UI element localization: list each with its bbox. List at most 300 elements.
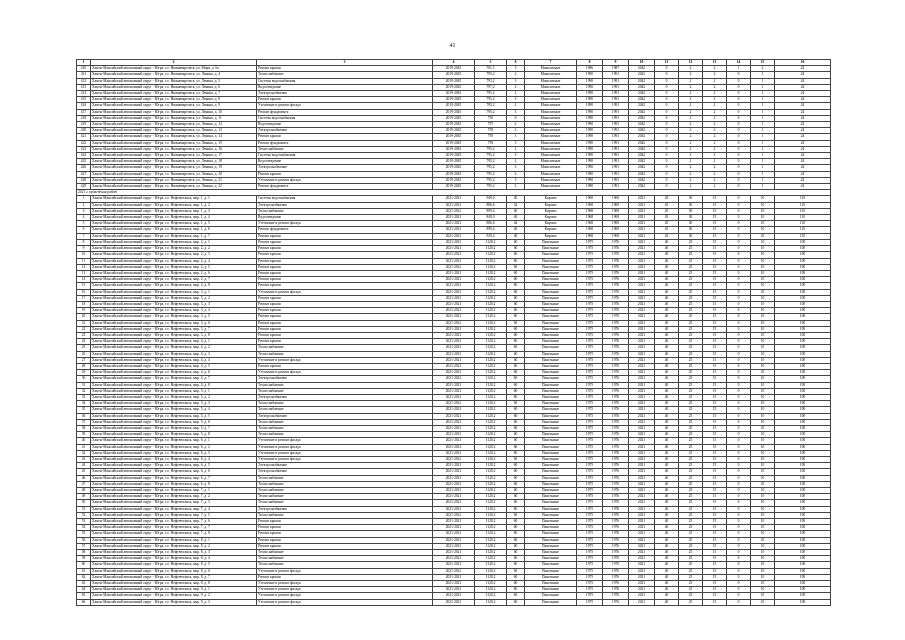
column-number-cell: 3 xyxy=(257,60,433,66)
row-number-cell: 45 xyxy=(77,469,91,475)
table-cell: 24 xyxy=(775,134,831,140)
table-cell: 2 xyxy=(703,140,727,146)
table-cell: 2021-2021 xyxy=(433,475,475,481)
table-cell: 30 xyxy=(679,215,703,221)
table-cell: 1991 xyxy=(603,103,629,109)
table-cell: 3 xyxy=(507,97,525,103)
row-number-cell: 4 xyxy=(77,215,91,221)
table-cell: Ремонт крыши xyxy=(257,134,433,140)
table-cell: 1976 xyxy=(603,444,629,450)
table-cell: 1120,2 xyxy=(475,394,507,400)
table-cell: 2021-2021 xyxy=(433,407,475,413)
table-cell: 60 xyxy=(507,320,525,326)
table-cell: 40 xyxy=(655,457,679,463)
table-cell: 15 xyxy=(703,215,727,221)
table-cell: 25 xyxy=(679,301,703,307)
row-number-cell: 46 xyxy=(77,475,91,481)
table-cell: 0 xyxy=(655,91,679,97)
table-cell: 10 xyxy=(751,388,775,394)
address-cell: Ханты-Мансийский автономный округ - Югра, г.о. Нефтеюганск, мкр. 3, д. 4 xyxy=(91,308,257,314)
table-cell: 15 xyxy=(703,363,727,369)
table-cell: 0 xyxy=(727,177,751,183)
table-cell: 1975 xyxy=(577,432,603,438)
table-cell: 2021 xyxy=(629,221,655,227)
table-cell: 10 xyxy=(751,543,775,549)
table-cell: 60 xyxy=(507,494,525,500)
table-cell: 40 xyxy=(655,494,679,500)
table-cell: Монолитные xyxy=(525,153,577,159)
table-cell: 40 xyxy=(655,500,679,506)
table-cell: Панельные xyxy=(525,425,577,431)
table-cell: 1120,2 xyxy=(475,568,507,574)
table-cell: 0 xyxy=(727,574,751,580)
table-cell: 1975 xyxy=(577,469,603,475)
table-cell: 2 xyxy=(679,115,703,121)
table-cell: 1975 xyxy=(577,326,603,332)
table-cell: 40 xyxy=(655,543,679,549)
table-cell: 25 xyxy=(679,252,703,258)
table-cell: 15 xyxy=(703,438,727,444)
table-cell: 0 xyxy=(727,357,751,363)
address-cell: Ханты-Мансийский автономный округ - Югра, г.о. Нефтеюганск, мкр. 2, д. 2 xyxy=(91,246,257,252)
table-cell: 2021-2021 xyxy=(433,370,475,376)
table-cell: 100 xyxy=(775,419,831,425)
table-cell: 2019-2045 xyxy=(433,97,475,103)
table-cell: 0 xyxy=(727,301,751,307)
table-cell: 1120,2 xyxy=(475,537,507,543)
table-cell: 10 xyxy=(751,252,775,258)
table-cell: 1968 xyxy=(577,196,603,202)
table-cell: Панельные xyxy=(525,562,577,568)
table-cell: 0 xyxy=(655,84,679,90)
table-cell: 2021 xyxy=(629,531,655,537)
table-cell: 1120,2 xyxy=(475,581,507,587)
table-cell: 1975 xyxy=(577,270,603,276)
table-cell: Ремонт крыши xyxy=(257,283,433,289)
table-cell: 2 xyxy=(703,128,727,134)
page-number: 41 xyxy=(449,43,456,49)
table-cell: Ремонт фундамента xyxy=(257,227,433,233)
table-cell: 42 xyxy=(507,202,525,208)
table-cell: 2019-2045 xyxy=(433,165,475,171)
table-cell: Ремонт крыши xyxy=(257,239,433,245)
table-cell: 40 xyxy=(655,332,679,338)
row-number-cell: 6 xyxy=(77,227,91,233)
table-cell: 60 xyxy=(507,314,525,320)
table-cell: 40 xyxy=(655,283,679,289)
table-cell: 15 xyxy=(703,370,727,376)
table-cell: Панельные xyxy=(525,463,577,469)
table-cell: 25 xyxy=(679,370,703,376)
table-cell: Теплоснабжение xyxy=(257,481,433,487)
table-cell: 1975 xyxy=(577,363,603,369)
row-number-cell: 424 xyxy=(77,153,91,159)
table-cell: 10 xyxy=(751,469,775,475)
table-cell: 1976 xyxy=(603,587,629,593)
table-cell: 1968 xyxy=(577,202,603,208)
table-cell: Монолитные xyxy=(525,165,577,171)
table-cell: 0 xyxy=(727,221,751,227)
table-cell: 1975 xyxy=(577,308,603,314)
table-cell: 1990 xyxy=(577,91,603,97)
table-cell: 1975 xyxy=(577,407,603,413)
table-cell: Утепление и ремонт фасада xyxy=(257,370,433,376)
row-number-cell: 54 xyxy=(77,525,91,531)
table-cell: 1991 xyxy=(603,159,629,165)
table-cell: 10 xyxy=(751,227,775,233)
address-cell: Ханты-Мансийский автономный округ - Югра, г.о. Нефтеюганск, мкр. 5, д. 4 xyxy=(91,407,257,413)
table-cell: 100 xyxy=(775,568,831,574)
table-cell: 2019-2045 xyxy=(433,159,475,165)
table-cell: 15 xyxy=(703,562,727,568)
table-cell: Утепление и ремонт фасада xyxy=(257,581,433,587)
table-cell: Панельные xyxy=(525,481,577,487)
table-cell: 2 xyxy=(703,171,727,177)
table-cell: 40 xyxy=(655,574,679,580)
table-cell: 886,6 xyxy=(475,202,507,208)
table-cell: 1120,2 xyxy=(475,370,507,376)
table-cell: 2021-2021 xyxy=(433,457,475,463)
table-cell: 0 xyxy=(727,246,751,252)
table-cell: 1968 xyxy=(577,221,603,227)
table-cell: 2 xyxy=(679,134,703,140)
row-number-cell: 62 xyxy=(77,574,91,580)
table-cell: Электроснабжение xyxy=(257,469,433,475)
row-number-cell: 59 xyxy=(77,556,91,562)
table-cell: 40 xyxy=(655,246,679,252)
table-cell: 1120,2 xyxy=(475,376,507,382)
table-cell: 24 xyxy=(775,84,831,90)
table-cell: 2042 xyxy=(629,122,655,128)
table-cell: 40 xyxy=(655,463,679,469)
table-cell: 40 xyxy=(655,326,679,332)
table-cell: 60 xyxy=(507,543,525,549)
table-cell: 1990 xyxy=(577,115,603,121)
table-cell: 10 xyxy=(751,556,775,562)
table-cell: 1969 xyxy=(603,215,629,221)
table-cell: 1120,2 xyxy=(475,277,507,283)
row-number-cell: 15 xyxy=(77,283,91,289)
table-cell: 15 xyxy=(703,233,727,239)
table-cell: 10 xyxy=(751,488,775,494)
table-cell: 1 xyxy=(751,134,775,140)
table-cell: 1120,2 xyxy=(475,258,507,264)
row-number-cell: 7 xyxy=(77,233,91,239)
table-cell: 1120,2 xyxy=(475,413,507,419)
table-cell: 1975 xyxy=(577,568,603,574)
row-number-cell: 420 xyxy=(77,128,91,134)
row-number-cell: 16 xyxy=(77,289,91,295)
table-cell: Утепление и ремонт фасада xyxy=(257,587,433,593)
address-cell: Ханты-Мансийский автономный округ - Югра, г.о. Нефтеюганск, мкр. 6, д. 6 xyxy=(91,469,257,475)
table-cell: 795,2 xyxy=(475,146,507,152)
table-cell: 60 xyxy=(507,587,525,593)
table-cell: 0 xyxy=(727,444,751,450)
table-cell: 1991 xyxy=(603,97,629,103)
table-cell: Панельные xyxy=(525,239,577,245)
table-cell: Теплоснабжение xyxy=(257,562,433,568)
table-cell: 1976 xyxy=(603,488,629,494)
table-cell: 1975 xyxy=(577,481,603,487)
table-cell: 40 xyxy=(655,357,679,363)
table-cell: 40 xyxy=(655,587,679,593)
table-cell: 15 xyxy=(703,320,727,326)
table-cell: Панельные xyxy=(525,370,577,376)
table-cell: Панельные xyxy=(525,351,577,357)
table-cell: 2021-2021 xyxy=(433,432,475,438)
column-number-cell: 10 xyxy=(629,60,655,66)
table-cell: 1 xyxy=(751,177,775,183)
table-cell: 60 xyxy=(507,270,525,276)
table-cell: 2021-2021 xyxy=(433,258,475,264)
table-cell: 2021 xyxy=(629,202,655,208)
table-cell: 15 xyxy=(703,270,727,276)
table-cell: 1975 xyxy=(577,550,603,556)
row-number-cell: 11 xyxy=(77,258,91,264)
table-cell: 15 xyxy=(703,543,727,549)
table-row xyxy=(77,599,831,605)
table-cell: 1120,2 xyxy=(475,463,507,469)
table-cell: 0 xyxy=(727,413,751,419)
column-number-cell: 13 xyxy=(703,60,727,66)
table-cell: Монолитные xyxy=(525,78,577,84)
table-cell: 10 xyxy=(751,258,775,264)
table-cell: 60 xyxy=(507,444,525,450)
table-cell: Ремонт крыши xyxy=(257,270,433,276)
table-cell: 1991 xyxy=(603,91,629,97)
table-cell: 10 xyxy=(751,363,775,369)
table-cell: 100 xyxy=(775,481,831,487)
table-cell: 25 xyxy=(679,407,703,413)
table-cell: 40 xyxy=(655,562,679,568)
table-cell: Теплоснабжение xyxy=(257,494,433,500)
table-cell: Теплоснабжение xyxy=(257,345,433,351)
table-cell: 10 xyxy=(751,351,775,357)
table-cell: 2019-2045 xyxy=(433,72,475,78)
table-cell: 2042 xyxy=(629,140,655,146)
table-cell: 1975 xyxy=(577,543,603,549)
table-cell: 1976 xyxy=(603,326,629,332)
table-cell: 0 xyxy=(727,227,751,233)
table-cell: Панельные xyxy=(525,444,577,450)
table-cell: 0 xyxy=(727,314,751,320)
table-cell: 2021-2021 xyxy=(433,382,475,388)
table-cell: 0 xyxy=(727,258,751,264)
row-number-cell: 29 xyxy=(77,370,91,376)
table-cell: 1976 xyxy=(603,252,629,258)
table-cell: 25 xyxy=(679,270,703,276)
table-cell: 100 xyxy=(775,252,831,258)
address-cell: Ханты-Мансийский автономный округ - Югра, г.о. Нижневартовск, ул. Ленина, д. 19 xyxy=(91,165,257,171)
table-cell: 2019-2045 xyxy=(433,177,475,183)
table-cell: 25 xyxy=(679,345,703,351)
table-cell: 10 xyxy=(751,537,775,543)
table-cell: 1976 xyxy=(603,512,629,518)
table-cell: Монолитные xyxy=(525,140,577,146)
address-cell: Ханты-Мансийский автономный округ - Югра, г.о. Нижневартовск, ул. Ленина, д. 12 xyxy=(91,122,257,128)
table-cell: 15 xyxy=(703,264,727,270)
table-cell: 2042 xyxy=(629,84,655,90)
table-cell: 40 xyxy=(655,512,679,518)
table-cell: 1976 xyxy=(603,283,629,289)
table-cell: 1 xyxy=(751,140,775,146)
table-cell: 25 xyxy=(679,463,703,469)
table-cell: 40 xyxy=(655,438,679,444)
table-cell: 1976 xyxy=(603,295,629,301)
column-number-cell: 11 xyxy=(655,60,679,66)
table-cell: 2021 xyxy=(629,574,655,580)
table-cell: 0 xyxy=(727,270,751,276)
table-cell: 0 xyxy=(727,84,751,90)
row-number-cell: 56 xyxy=(77,537,91,543)
table-cell: 2042 xyxy=(629,165,655,171)
table-cell: 25 xyxy=(679,512,703,518)
table-cell: 1120,2 xyxy=(475,252,507,258)
table-cell: 0 xyxy=(727,78,751,84)
table-cell: 2 xyxy=(703,153,727,159)
table-cell: 2042 xyxy=(629,184,655,190)
table-cell: 10 xyxy=(751,419,775,425)
table-cell: 2021 xyxy=(629,401,655,407)
table-cell: 3 xyxy=(507,109,525,115)
table-cell: 60 xyxy=(507,537,525,543)
table-cell: 60 xyxy=(507,357,525,363)
table-cell: Утепление и ремонт фасада xyxy=(257,357,433,363)
address-cell: Ханты-Мансийский автономный округ - Югра, г.о. Нижневартовск, ул. Ленина, д. 22 xyxy=(91,184,257,190)
table-cell: Панельные xyxy=(525,500,577,506)
table-cell: Электроснабжение xyxy=(257,376,433,382)
table-cell: 701,1 xyxy=(475,66,507,72)
address-cell: Ханты-Мансийский автономный округ - Югра, г.о. Нефтеюганск, мкр. 1, д. 6 xyxy=(91,227,257,233)
table-cell: Панельные xyxy=(525,407,577,413)
table-cell: 1975 xyxy=(577,450,603,456)
table-cell: Кирпич xyxy=(525,221,577,227)
table-cell: 1991 xyxy=(603,165,629,171)
row-number-cell: 20 xyxy=(77,314,91,320)
table-cell: 25 xyxy=(679,339,703,345)
table-cell: 15 xyxy=(703,339,727,345)
table-cell: 100 xyxy=(775,531,831,537)
table-cell: Панельные xyxy=(525,593,577,599)
table-cell: 1120,2 xyxy=(475,345,507,351)
table-cell: 1969 xyxy=(603,202,629,208)
table-cell: Ремонт крыши xyxy=(257,233,433,239)
table-cell: 1976 xyxy=(603,537,629,543)
table-cell: 24 xyxy=(775,78,831,84)
column-number-cell: 16 xyxy=(775,60,831,66)
table-cell: Электроснабжение xyxy=(257,128,433,134)
row-number-cell: 28 xyxy=(77,363,91,369)
row-number-cell: 63 xyxy=(77,581,91,587)
table-cell: 795,2 xyxy=(475,91,507,97)
table-cell: 1975 xyxy=(577,295,603,301)
table-cell: 10 xyxy=(751,289,775,295)
row-number-cell: 37 xyxy=(77,419,91,425)
table-cell: 110 xyxy=(775,227,831,233)
table-cell: 1120,2 xyxy=(475,525,507,531)
table-cell: 2021 xyxy=(629,488,655,494)
table-cell: 0 xyxy=(727,562,751,568)
table-cell: 1991 xyxy=(603,177,629,183)
table-cell: 1120,2 xyxy=(475,562,507,568)
table-cell: 2021 xyxy=(629,295,655,301)
table-cell: 24 xyxy=(775,159,831,165)
table-cell: 0 xyxy=(727,425,751,431)
table-cell: 795,2 xyxy=(475,177,507,183)
table-cell: 0 xyxy=(655,140,679,146)
column-number-cell: 4 xyxy=(433,60,475,66)
table-cell: 1976 xyxy=(603,475,629,481)
table-cell: Панельные xyxy=(525,295,577,301)
address-cell: Ханты-Мансийский автономный округ - Югра, г.о. Нефтеюганск, мкр. 3, д. 7 xyxy=(91,326,257,332)
table-cell: 24 xyxy=(775,109,831,115)
table-cell: 0 xyxy=(727,593,751,599)
table-cell: 40 xyxy=(507,233,525,239)
table-cell: Утепление и ремонт фасада xyxy=(257,103,433,109)
address-cell: Ханты-Мансийский автономный округ - Югра, г.о. Нефтеюганск, мкр. 8, д. 7 xyxy=(91,574,257,580)
table-cell: 1 xyxy=(751,78,775,84)
table-cell: 1976 xyxy=(603,239,629,245)
table-cell: 2021 xyxy=(629,370,655,376)
table-cell: 1976 xyxy=(603,320,629,326)
table-cell: 40 xyxy=(507,215,525,221)
address-cell: Ханты-Мансийский автономный округ - Югра, г.о. Нижневартовск, ул. Ленина, д. 15 xyxy=(91,140,257,146)
table-cell: 1990 xyxy=(577,165,603,171)
table-cell: 40 xyxy=(655,432,679,438)
table-cell: 0 xyxy=(727,165,751,171)
table-cell: 2 xyxy=(679,159,703,165)
table-cell: 10 xyxy=(751,339,775,345)
row-number-cell: 19 xyxy=(77,308,91,314)
table-cell: 25 xyxy=(679,599,703,605)
address-cell: Ханты-Мансийский автономный округ - Югра, г.о. Нефтеюганск, мкр. 6, д. 5 xyxy=(91,463,257,469)
table-cell: 25 xyxy=(679,419,703,425)
table-cell: 2021 xyxy=(629,394,655,400)
table-cell: 10 xyxy=(751,277,775,283)
table-cell: Ремонт фундамента xyxy=(257,140,433,146)
table-cell: 40 xyxy=(655,450,679,456)
table-cell: 10 xyxy=(751,568,775,574)
table-cell: 2021-2021 xyxy=(433,469,475,475)
table-cell: Кирпич xyxy=(525,233,577,239)
table-cell: 15 xyxy=(703,221,727,227)
table-cell: 2021 xyxy=(629,320,655,326)
table-cell: Водоотведение xyxy=(257,159,433,165)
table-cell: Панельные xyxy=(525,450,577,456)
table-cell: Утепление и ремонт фасада xyxy=(257,450,433,456)
table-cell: 1990 xyxy=(577,78,603,84)
table-cell: 2021 xyxy=(629,283,655,289)
table-cell: 2021 xyxy=(629,239,655,245)
table-cell: Панельные xyxy=(525,599,577,605)
table-cell: 1976 xyxy=(603,413,629,419)
table-cell: Панельные xyxy=(525,301,577,307)
table-cell: 10 xyxy=(751,413,775,419)
table-cell: 2021-2021 xyxy=(433,277,475,283)
table-cell: 0 xyxy=(727,519,751,525)
table-cell: 2021 xyxy=(629,413,655,419)
column-number-cell: 5 xyxy=(475,60,507,66)
table-cell: 899,4 xyxy=(475,208,507,214)
table-cell: 40 xyxy=(655,252,679,258)
table-cell: Панельные xyxy=(525,419,577,425)
table-cell: 0 xyxy=(727,531,751,537)
table-cell: Теплоснабжение xyxy=(257,401,433,407)
table-cell: 40 xyxy=(655,363,679,369)
column-number-cell: 14 xyxy=(727,60,751,66)
row-number-cell: 53 xyxy=(77,519,91,525)
table-cell: 1120,2 xyxy=(475,438,507,444)
